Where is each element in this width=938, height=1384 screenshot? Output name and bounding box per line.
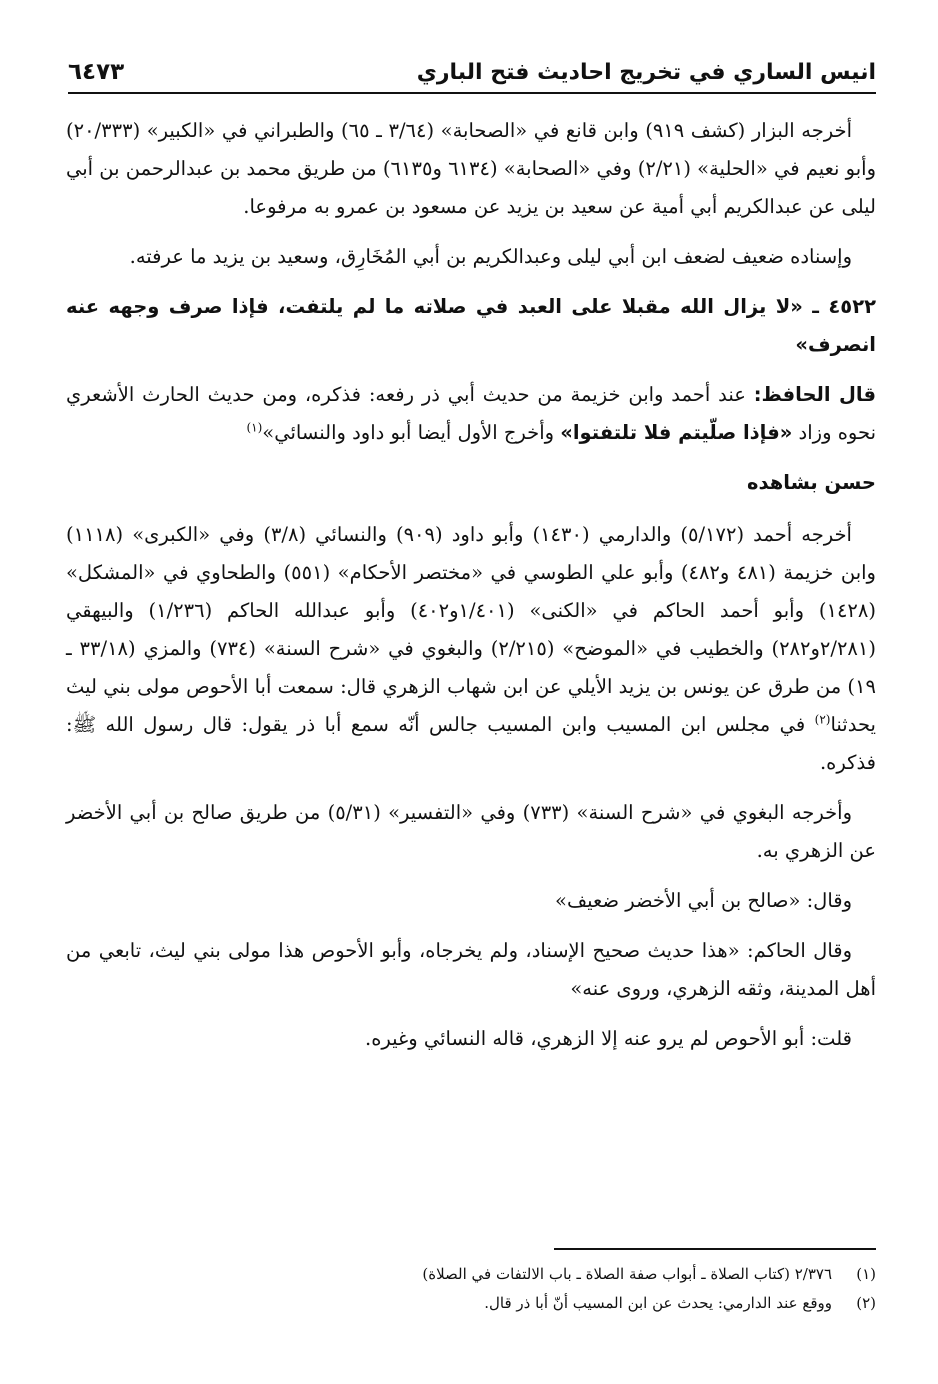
takhrij-text-2a: أخرجه أحمد (٥/١٧٢) والدارمي (١٤٣٠) وأبو داود (٩٠٩) والنسائي (٣/٨) وفي «الكبرى» (١١١٨) وابن خزيمة (٤٨١ و٤٨٢) وأبو علي الطوسي في «مختصر الأحكام» (٥٥١) والطحاوي في «المشكل» (١٤٢٨) وأبو أحمد الحاكم في «الكنى» (١/٤٠١و٤٠٢) وأبو عبدالله الحاكم (١/٢٣٦) والبيهقي (٢/٢٨١و٢٨٢) والخطيب في «الموضح» (٢/٢١٥) والبغوي في «شرح السنة» (٧٣٤) والمزي (٣٣/١٨ ـ ١٩) من طرق عن يونس بن يزيد الأيلي عن ابن شهاب الزهري قال: سمعت أبا الأحوص مولى بني ليث يحدثنا	[66, 523, 876, 736]
footnotes	[66, 1260, 876, 1318]
hafiz-statement	[66, 376, 876, 452]
footnote-number: (٢)	[856, 1294, 876, 1312]
footnote-number: (١)	[856, 1265, 876, 1283]
page-number: ٦٤٧٣	[68, 59, 125, 85]
hadith-grade: حسن بشاهده	[746, 471, 876, 494]
hakim-quote: وقال الحاكم: «هذا حديث صحيح الإسناد، ولم يخرجاه، وأبو الأحوص هذا مولى بني ليث، تابعي من أهل المدينة، وثقه الزهري، وروى عنه»	[66, 939, 876, 1000]
baghawi-quote: وقال: «صالح بن أبي الأخضر ضعيف»	[555, 889, 852, 912]
takhrij-paragraph-1: أخرجه البزار (كشف ٩١٩) وابن قانع في «الصحابة» (٣/٦٤ ـ ٦٥) والطبراني في «الكبير» (٢٠/٣٣٣) وأبو نعيم في «الحلية» (٢/٢١) وفي «الصحابة» (٦١٣٤ و٦١٣٥) من طريق محمد بن عبدالرحمن بن أبي ليلى عن عبدالكريم أبي أمية عن سعيد بن يزيد عن مسعود بن عمرو به مرفوعا.	[66, 119, 876, 218]
footnote-separator	[554, 1248, 876, 1250]
author-comment: قلت: أبو الأحوص لم يرو عنه إلا الزهري، قاله النسائي وغيره.	[365, 1027, 852, 1050]
takhrij-text-2b: في مجلس ابن المسيب وابن المسيب جالس أنّه سمع أبا ذر يقول: قال رسول الله ﷺ: فذكره.	[66, 713, 876, 774]
footnote-1	[66, 1260, 876, 1289]
takhrij-paragraph-3: وأخرجه البغوي في «شرح السنة» (٧٣٣) وفي «التفسير» (٥/٣١) من طريق صالح بن أبي الأخضر عن الزهري به.	[66, 801, 876, 862]
footnote-text: ٢/٣٧٦ (كتاب الصلاة ـ أبواب صفة الصلاة ـ باب الالتفات في الصلاة)	[422, 1265, 832, 1283]
footnote-text: ووقع عند الدارمي: يحدث عن ابن المسيب أنّ أبا ذر قال.	[484, 1294, 832, 1312]
grading-paragraph-1: وإسناده ضعيف لضعف ابن أبي ليلى وعبدالكريم بن أبي المُخَارِق، وسعيد بن يزيد ما عرفته.	[129, 245, 852, 268]
footnote-2	[66, 1289, 876, 1318]
book-title: انيس الساري في تخريج احاديث فتح الباري	[416, 59, 876, 85]
footnote-ref-2: (٢)	[814, 712, 831, 727]
hafiz-quote: «فإذا صلّيتم فلا تلتفتوا»	[560, 421, 793, 444]
hafiz-text-2: وأخرج الأول أيضا أبو داود والنسائي»	[262, 421, 561, 444]
footnote-ref-1: (١)	[246, 420, 263, 435]
page-header	[68, 52, 876, 94]
hafiz-text-1: عند أحمد وابن خزيمة من حديث أبي ذر رفعه: فذكره، ومن حديث الحارث الأشعري نحوه وزاد	[66, 383, 876, 444]
hadith-text: ٤٥٢٢ ـ «لا يزال الله مقبلا على العبد في صلاته ما لم يلتفت، فإذا صرف وجهه عنه انصرف»	[66, 295, 876, 356]
takhrij-paragraph-2	[66, 516, 876, 782]
main-text	[66, 112, 876, 1070]
hafiz-label: قال الحافظ:	[753, 383, 876, 406]
